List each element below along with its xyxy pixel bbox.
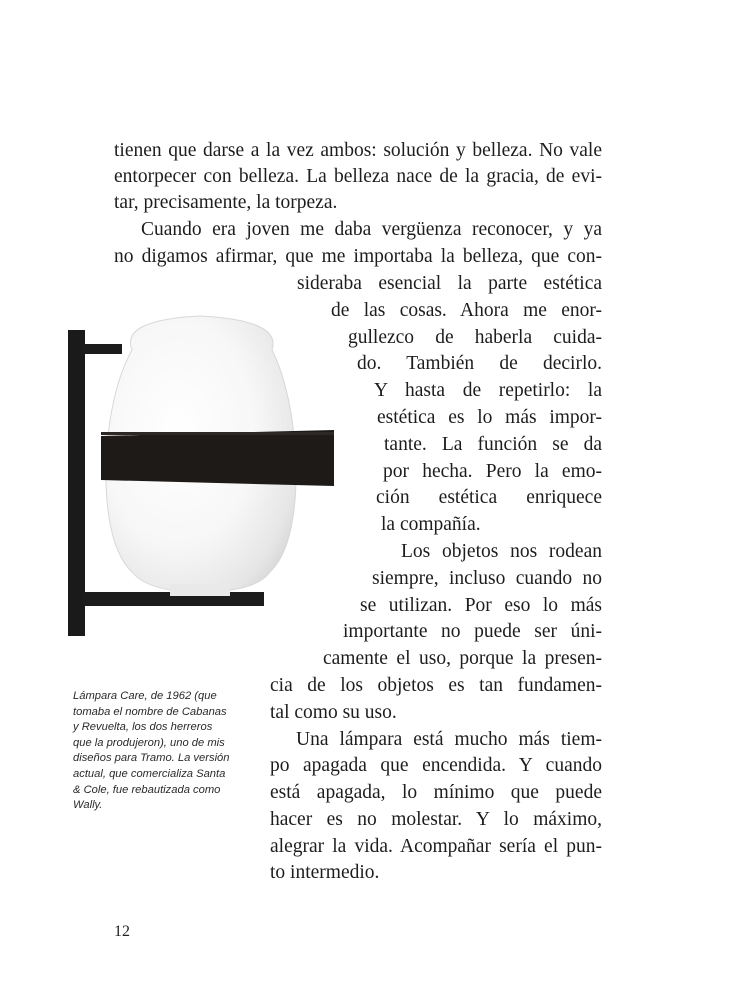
text-line: tal como su uso. [270, 702, 397, 723]
lamp-wall-plate [68, 330, 85, 636]
text-line: la compañía. [381, 514, 481, 535]
text-line: se utilizan. Por eso lo más [360, 595, 602, 616]
text-line: Los objetos nos rodean [401, 541, 602, 562]
text-line: está apagada, lo mínimo que puede [270, 782, 602, 803]
caption-line: diseños para Tramo. La versión [73, 752, 230, 765]
caption-line: Wally. [73, 799, 103, 812]
caption-line: que la produjeron), uno de mis [73, 736, 225, 749]
caption-line: Lámpara Care, de 1962 (que [73, 690, 217, 702]
text-line: ción estética enriquece [376, 487, 602, 508]
page-number: 12 [114, 923, 130, 940]
text-line: de las cosas. Ahora me enor- [331, 300, 602, 321]
text-line: camente el uso, porque la presen- [323, 648, 602, 669]
text-line: tar, precisamente, la torpeza. [114, 192, 338, 213]
text-line: tienen que darse a la vez ambos: solución y belleza. No vale [114, 140, 602, 161]
caption-line: tomaba el nombre de Cabanas [73, 705, 227, 718]
figure-caption [73, 689, 233, 814]
caption-line: & Cole, fue rebautizada como [73, 783, 221, 796]
text-line: tante. La función se da [384, 434, 602, 455]
text-line: por hecha. Pero la emo- [383, 461, 602, 482]
text-line: no digamos afirmar, que me importaba la belleza, que con- [114, 246, 602, 267]
text-line: Una lámpara está mucho más tiem- [296, 729, 602, 750]
text-line: Y hasta de repetirlo: la [374, 380, 602, 401]
text-line: cia de los objetos es tan fundamen- [270, 675, 602, 696]
text-line: do. También de decirlo. [357, 353, 602, 374]
text-line: siempre, incluso cuando no [372, 568, 602, 589]
text-line: importante no puede ser úni- [343, 621, 602, 642]
text-line: gullezco de haberla cuida- [348, 327, 602, 348]
lamp-band [101, 430, 334, 486]
text-line: Cuando era joven me daba vergüenza reconocer, y ya [141, 219, 602, 240]
lamp-photo [60, 310, 350, 640]
text-line: to intermedio. [270, 862, 380, 883]
text-line: estética es lo más impor- [377, 407, 602, 428]
caption-line: y Revuelta, los dos herreros [73, 721, 213, 734]
text-line: entorpecer con belleza. La belleza nace de la gracia, de evi- [114, 166, 602, 187]
text-line: sideraba esencial la parte estética [297, 273, 602, 294]
text-line: hacer es no molestar. Y lo máximo, [270, 809, 602, 830]
caption-line: actual, que comercializa Santa [73, 767, 226, 780]
text-line: po apagada que encendida. Y cuando [270, 755, 602, 776]
text-line: alegrar la vida. Acompañar sería el pun- [270, 836, 602, 857]
